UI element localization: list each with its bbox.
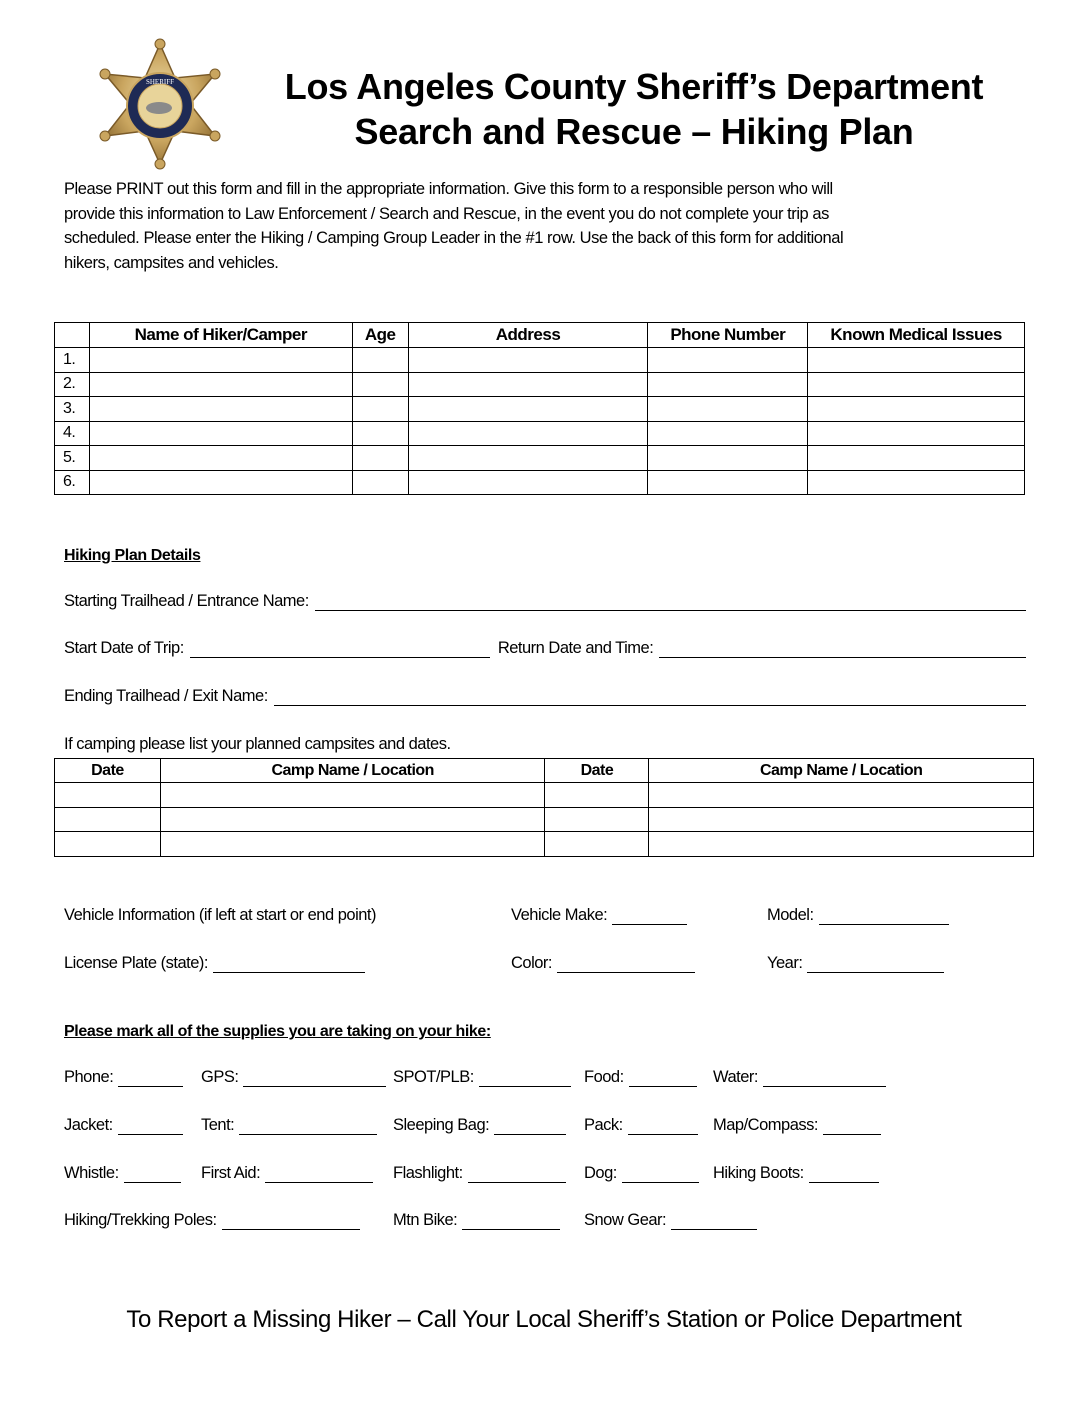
- supply-label: Dog:: [584, 1164, 617, 1182]
- date-cell[interactable]: [545, 832, 649, 857]
- starting-trailhead-input[interactable]: [315, 592, 1026, 611]
- supply-sleeping-bag-input[interactable]: [494, 1116, 566, 1135]
- column-header-age: Age: [352, 323, 408, 348]
- column-header-name: Name of Hiker/Camper: [89, 323, 352, 348]
- age-cell[interactable]: [352, 348, 408, 373]
- camp-location-cell[interactable]: [160, 832, 545, 857]
- table-row: [55, 807, 1034, 832]
- supply-label: Mtn Bike:: [393, 1211, 458, 1229]
- supply-snow-gear: [584, 1211, 757, 1230]
- page-title-line2: Search and Rescue – Hiking Plan: [354, 111, 914, 152]
- name-cell[interactable]: [89, 348, 352, 373]
- vehicle-model-field: [767, 906, 949, 925]
- age-cell[interactable]: [352, 446, 408, 471]
- page-title-line1: Los Angeles County Sheriff’s Department: [284, 66, 984, 107]
- footer-notice: To Report a Missing Hiker – Call Your Local Sheriff’s Station or Police Department: [126, 1306, 962, 1333]
- table-row: [55, 421, 1025, 446]
- supply-phone: [64, 1068, 183, 1087]
- row-number: 1.: [55, 348, 90, 373]
- camp-location-cell[interactable]: [649, 807, 1034, 832]
- age-cell[interactable]: [352, 372, 408, 397]
- supply-snow-gear-input[interactable]: [671, 1211, 757, 1230]
- camp-location-cell[interactable]: [649, 832, 1034, 857]
- hikers-table-header: [55, 323, 1025, 348]
- column-header-number: [55, 323, 90, 348]
- instructions: [64, 177, 1024, 275]
- return-date-input[interactable]: [659, 639, 1026, 658]
- supply-label: Phone:: [64, 1068, 114, 1086]
- supply-jacket-input[interactable]: [118, 1116, 183, 1135]
- start-date-input[interactable]: [190, 639, 490, 658]
- ending-trailhead-label: Ending Trailhead / Exit Name:: [64, 687, 268, 705]
- vehicle-color-label: Color:: [511, 954, 553, 972]
- supply-hiking-boots-input[interactable]: [809, 1164, 879, 1183]
- supply-mtn-bike: [393, 1211, 560, 1230]
- date-cell[interactable]: [55, 783, 161, 808]
- medical-cell[interactable]: [808, 397, 1025, 422]
- supply-gps-input[interactable]: [243, 1068, 386, 1087]
- date-cell[interactable]: [545, 807, 649, 832]
- camping-prompt: If camping please list your planned campsites and dates.: [64, 735, 451, 753]
- starting-trailhead-field: [64, 592, 1026, 611]
- instructions-line: hikers, campsites and vehicles.: [64, 253, 279, 272]
- vehicle-year-field: [767, 954, 944, 973]
- column-header-date: Date: [545, 759, 649, 783]
- column-header-phone: Phone Number: [648, 323, 808, 348]
- supply-map-compass: [713, 1116, 881, 1135]
- row-number: 3.: [55, 397, 90, 422]
- license-plate-label: License Plate (state):: [64, 954, 208, 972]
- supply-label: Sleeping Bag:: [393, 1116, 490, 1134]
- vehicle-make-label: Vehicle Make:: [511, 906, 608, 924]
- supply-hiking-boots: [713, 1164, 879, 1183]
- age-cell[interactable]: [352, 397, 408, 422]
- table-row: [55, 372, 1025, 397]
- table-row: [55, 397, 1025, 422]
- instructions-line: scheduled. Please enter the Hiking / Camping Group Leader in the #1 row. Use the back of this form for additional: [64, 229, 844, 247]
- supply-spot-plb-input[interactable]: [479, 1068, 571, 1087]
- phone-cell[interactable]: [648, 446, 808, 471]
- supply-dog: [584, 1164, 699, 1183]
- age-cell[interactable]: [352, 421, 408, 446]
- name-cell[interactable]: [89, 372, 352, 397]
- name-cell[interactable]: [89, 446, 352, 471]
- license-plate-input[interactable]: [213, 954, 365, 973]
- campsites-table-header: [55, 759, 1034, 783]
- supply-whistle: [64, 1164, 181, 1183]
- name-cell[interactable]: [89, 421, 352, 446]
- supply-phone-input[interactable]: [118, 1068, 183, 1087]
- row-number: 2.: [55, 372, 90, 397]
- table-row: [55, 832, 1034, 857]
- supply-first-aid: [201, 1164, 373, 1183]
- address-cell[interactable]: [408, 446, 648, 471]
- supply-tent: [201, 1116, 377, 1135]
- license-plate-field: [64, 954, 365, 973]
- age-cell[interactable]: [352, 470, 408, 495]
- phone-cell[interactable]: [648, 421, 808, 446]
- medical-cell[interactable]: [808, 446, 1025, 471]
- supply-water-input[interactable]: [763, 1068, 886, 1087]
- supply-gps: [201, 1068, 386, 1087]
- phone-cell[interactable]: [648, 372, 808, 397]
- supply-label: Flashlight:: [393, 1164, 463, 1182]
- vehicle-year-label: Year:: [767, 954, 803, 972]
- supply-dog-input[interactable]: [622, 1164, 699, 1183]
- supply-whistle-input[interactable]: [124, 1164, 181, 1183]
- trip-dates-field: [64, 639, 1026, 658]
- supply-food-input[interactable]: [629, 1068, 697, 1087]
- supply-tent-input[interactable]: [239, 1116, 377, 1135]
- column-header-camp-location: Camp Name / Location: [160, 759, 545, 783]
- row-number: 5.: [55, 446, 90, 471]
- supply-label: Food:: [584, 1068, 624, 1086]
- supply-trekking-poles-input[interactable]: [222, 1211, 360, 1230]
- supply-label: Map/Compass:: [713, 1116, 818, 1134]
- sheriff-badge-logo: [95, 38, 225, 170]
- column-header-date: Date: [55, 759, 161, 783]
- date-cell[interactable]: [55, 832, 161, 857]
- supply-jacket: [64, 1116, 183, 1135]
- supply-map-compass-input[interactable]: [823, 1116, 881, 1135]
- phone-cell[interactable]: [648, 397, 808, 422]
- sheriff-star-icon: [95, 38, 225, 170]
- column-header-address: Address: [408, 323, 648, 348]
- supply-pack: [584, 1116, 698, 1135]
- starting-trailhead-label: Starting Trailhead / Entrance Name:: [64, 592, 309, 610]
- supply-label: First Aid:: [201, 1164, 261, 1182]
- address-cell[interactable]: [408, 372, 648, 397]
- medical-cell[interactable]: [808, 421, 1025, 446]
- plan-details-heading: Hiking Plan Details: [64, 547, 201, 564]
- table-row: [55, 446, 1025, 471]
- table-row: [55, 783, 1034, 808]
- supply-spot-plb: [393, 1068, 571, 1087]
- date-cell[interactable]: [545, 783, 649, 808]
- supply-label: GPS:: [201, 1068, 239, 1086]
- address-cell[interactable]: [408, 470, 648, 495]
- camp-location-cell[interactable]: [160, 783, 545, 808]
- vehicle-model-label: Model:: [767, 906, 814, 924]
- supply-sleeping-bag: [393, 1116, 566, 1135]
- date-cell[interactable]: [55, 807, 161, 832]
- supplies-heading: Please mark all of the supplies you are taking on your hike:: [64, 1023, 491, 1040]
- vehicle-model-input[interactable]: [819, 906, 949, 925]
- supply-label: Hiking/Trekking Poles:: [64, 1211, 217, 1229]
- medical-cell[interactable]: [808, 348, 1025, 373]
- supply-label: Hiking Boots:: [713, 1164, 804, 1182]
- medical-cell[interactable]: [808, 372, 1025, 397]
- supply-pack-input[interactable]: [628, 1116, 698, 1135]
- supply-label: Snow Gear:: [584, 1211, 667, 1229]
- hikers-table: [54, 322, 1025, 495]
- column-header-medical: Known Medical Issues: [808, 323, 1025, 348]
- camp-location-cell[interactable]: [160, 807, 545, 832]
- medical-cell[interactable]: [808, 470, 1025, 495]
- row-number: 6.: [55, 470, 90, 495]
- supply-label: SPOT/PLB:: [393, 1068, 474, 1086]
- supply-label: Jacket:: [64, 1116, 113, 1134]
- return-date-label: Return Date and Time:: [497, 639, 654, 657]
- phone-cell[interactable]: [648, 348, 808, 373]
- supply-flashlight: [393, 1164, 566, 1183]
- supply-flashlight-input[interactable]: [468, 1164, 566, 1183]
- supply-food: [584, 1068, 697, 1087]
- vehicle-info-intro: Vehicle Information (if left at start or end point): [64, 906, 377, 924]
- supply-mtn-bike-input[interactable]: [462, 1211, 560, 1230]
- ending-trailhead-input[interactable]: [274, 687, 1026, 706]
- supply-water: [713, 1068, 886, 1087]
- supply-trekking-poles: [64, 1211, 360, 1230]
- vehicle-make-input[interactable]: [612, 906, 687, 925]
- supply-label: Whistle:: [64, 1164, 119, 1182]
- instructions-line: Please PRINT out this form and fill in the appropriate information. Give this form to a responsible person who will: [64, 180, 833, 198]
- supply-label: Tent:: [201, 1116, 235, 1134]
- supply-first-aid-input[interactable]: [265, 1164, 373, 1183]
- address-cell[interactable]: [408, 421, 648, 446]
- vehicle-year-input[interactable]: [807, 954, 944, 973]
- supply-label: Pack:: [584, 1116, 623, 1134]
- vehicle-make-field: [511, 906, 687, 925]
- table-row: [55, 348, 1025, 373]
- address-cell[interactable]: [408, 397, 648, 422]
- address-cell[interactable]: [408, 348, 648, 373]
- column-header-camp-location: Camp Name / Location: [649, 759, 1034, 783]
- table-row: [55, 470, 1025, 495]
- vehicle-color-field: [511, 954, 695, 973]
- campsites-table: [54, 758, 1034, 857]
- name-cell[interactable]: [89, 470, 352, 495]
- vehicle-color-input[interactable]: [557, 954, 695, 973]
- badge-text-top: SHERIFF: [145, 78, 175, 86]
- ending-trailhead-field: [64, 687, 1026, 706]
- name-cell[interactable]: [89, 397, 352, 422]
- phone-cell[interactable]: [648, 470, 808, 495]
- instructions-line: provide this information to Law Enforcement / Search and Rescue, in the event you do not complete your trip as: [64, 204, 829, 223]
- camp-location-cell[interactable]: [649, 783, 1034, 808]
- supply-label: Water:: [713, 1068, 758, 1086]
- start-date-label: Start Date of Trip:: [64, 639, 184, 657]
- row-number: 4.: [55, 421, 90, 446]
